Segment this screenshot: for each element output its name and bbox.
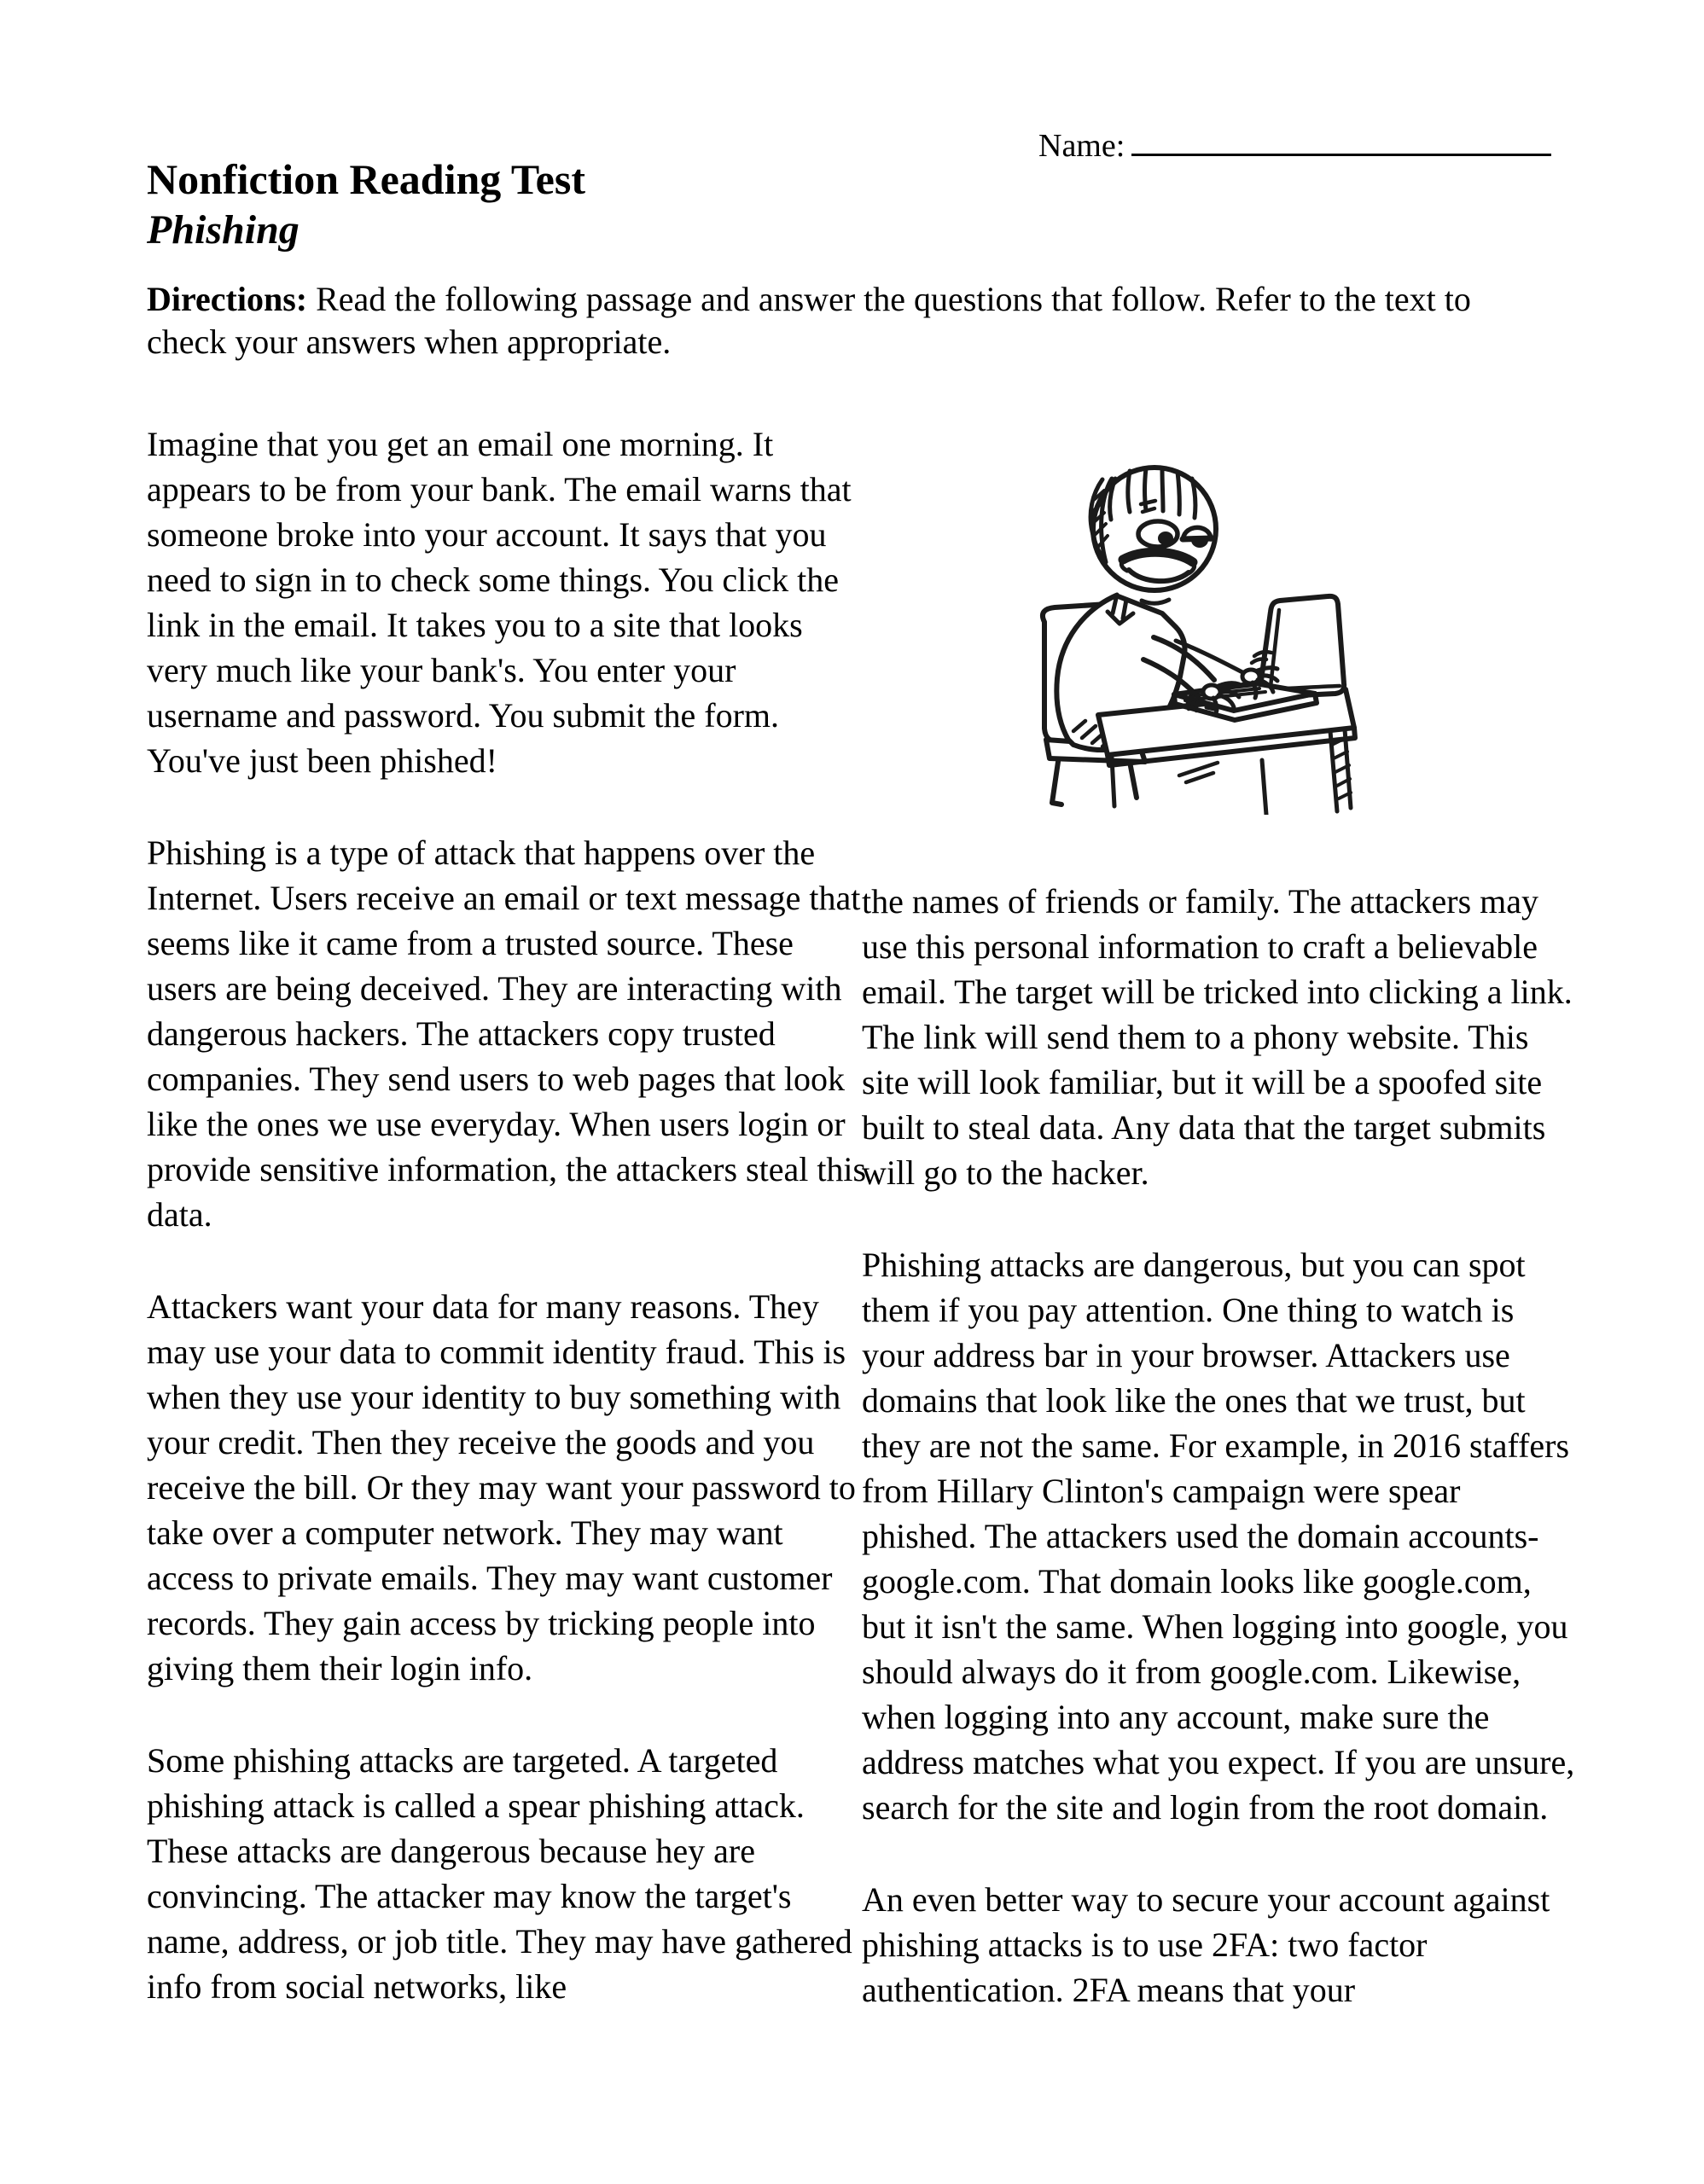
hacker-at-laptop-illustration	[973, 431, 1374, 815]
name-blank-line[interactable]	[1131, 125, 1551, 156]
right-column	[862, 879, 1583, 2059]
name-label: Name:	[1038, 128, 1125, 164]
passage-paragraph: Phishing attacks are dangerous, but you can spot them if you pay attention. One thing to watch is your address bar in your browser. Attackers use domains that look like the ones that we trust, but they are not the same. For example, in 2016 staffers from Hillary Clinton's campaign were spear phished. The attackers used the domain accounts-google.com. That domain looks like google.com, but it isn't the same. When logging into google, you should always do it from google.com. Likewise, when logging into any account, make sure the address matches what you expect. If you are unsure, search for the site and login from the root domain.	[862, 1246, 1575, 1827]
passage-paragraph: Attackers want your data for many reasons. They may use your data to commit identity fraud. This is when they use your identity to buy something with your credit. Then they receive the goods and you receive the bill. Or they may want your password to take over a computer network. They may want access to private emails. They may want customer records. They gain access by tricking people into giving them their login info.	[147, 1287, 856, 1687]
directions-text: Read the following passage and answer the questions that follow. Refer to the text to check your answers when appropriate.	[147, 280, 1471, 361]
name-field	[1038, 125, 1551, 165]
passage-paragraph: the names of friends or family. The attackers may use this personal information to craft a believable email. The target will be tricked into clicking a link. The link will send them to a phony website. This site will look familiar, but it will be a spoofed site built to steal data. Any data that the target submits will go to the hacker.	[862, 882, 1573, 1192]
right-pupil	[1194, 540, 1206, 545]
hacker-head	[1090, 468, 1216, 603]
passage-paragraph: Some phishing attacks are targeted. A targeted phishing attack is called a spear phishing attack. These attacks are dangerous because hey are convincing. The attacker may know the target's name, address, or job title. They may have gathered info from social networks, like	[147, 1741, 852, 2006]
directions	[147, 278, 1555, 363]
passage-paragraph: Phishing is a type of attack that happens over the Internet. Users receive an email or text message that seems like it came from a trusted source. These users are being deceived. They are interacting with dangerous hackers. The attackers copy trusted companies. They send users to web pages that look like the ones we use everyday. When users login or provide sensitive information, the attackers steal this data.	[147, 834, 867, 1234]
passage-paragraph: An even better way to secure your account against phishing attacks is to use 2FA: two factor authentication. 2FA means that your	[862, 1880, 1550, 2009]
passage-paragraph: Imagine that you get an email one morning. It appears to be from your bank. The email warns that someone broke into your account. It says that you need to sign in to check some things. You click the link in the email. It takes you to a site that looks very much like your bank's. You enter your username and password. You submit the form. You've just been phished!	[147, 425, 852, 780]
page-subtitle: Phishing	[147, 207, 300, 253]
left-pupil	[1160, 534, 1171, 543]
chin-line	[1142, 600, 1169, 603]
left-column	[147, 421, 868, 2056]
page-title: Nonfiction Reading Test	[147, 155, 585, 203]
directions-label: Directions:	[147, 280, 308, 318]
